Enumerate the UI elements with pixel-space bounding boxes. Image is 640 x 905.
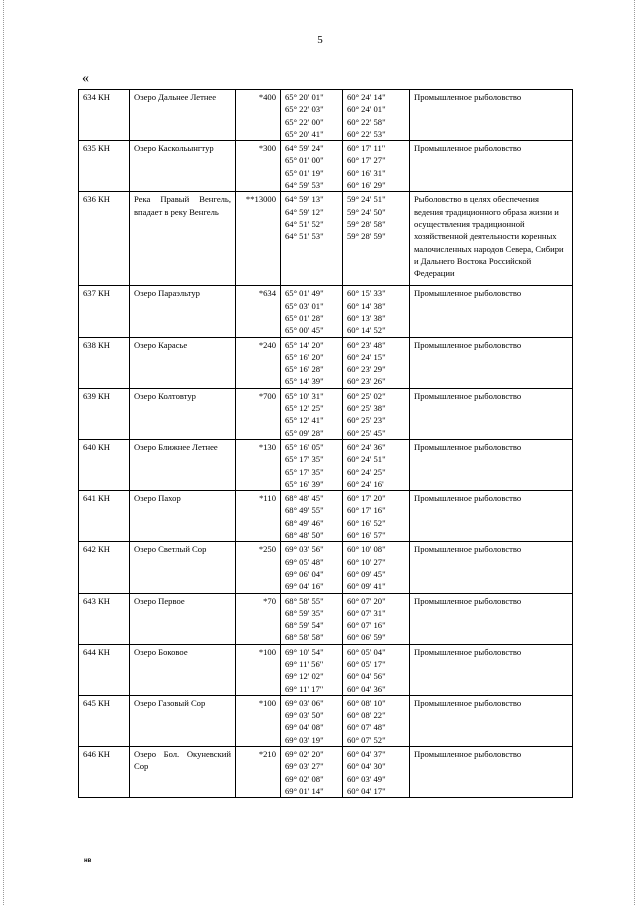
longitude-list-cell: 60° 08' 10" 60° 08' 22" 60° 07' 48" 60° 07' 52"	[343, 695, 410, 746]
site-name-cell: Озеро Пахор	[130, 491, 236, 542]
table-row	[79, 439, 573, 490]
latitude-list-cell: 64° 59' 13" 64° 59' 12" 64° 51' 52" 64° 51' 53"	[281, 192, 343, 286]
longitude-list-cell: 60° 05' 04" 60° 05' 17" 60° 04' 56" 60° 04' 36"	[343, 644, 410, 695]
fishing-type-cell: Промышленное рыболовство	[410, 141, 573, 192]
site-area-cell: *210	[236, 747, 281, 798]
quote-mark: «	[82, 71, 89, 86]
site-number-cell: 641 КН	[79, 491, 130, 542]
fishing-type-cell: Промышленное рыболовство	[410, 90, 573, 141]
table-row	[79, 90, 573, 141]
site-area-cell: *400	[236, 90, 281, 141]
fishing-type-cell: Промышленное рыболовство	[410, 542, 573, 593]
table-row	[79, 695, 573, 746]
site-area-cell: *100	[236, 644, 281, 695]
table-row	[79, 192, 573, 286]
site-number-cell: 636 КН	[79, 192, 130, 286]
site-name-cell: Озеро Параэльтур	[130, 286, 236, 337]
site-name-cell: Озеро Ближнее Летнее	[130, 439, 236, 490]
site-area-cell: *634	[236, 286, 281, 337]
latitude-list-cell: 68° 58' 55" 68° 59' 35" 68° 59' 54" 68° 58' 58"	[281, 593, 343, 644]
site-area-cell: **13000	[236, 192, 281, 286]
table-row	[79, 491, 573, 542]
site-area-cell: *250	[236, 542, 281, 593]
fishing-type-cell: Промышленное рыболовство	[410, 491, 573, 542]
site-name-cell: Озеро Первое	[130, 593, 236, 644]
fishing-sites-table	[78, 89, 573, 798]
fishing-type-cell: Промышленное рыболовство	[410, 644, 573, 695]
site-number-cell: 638 КН	[79, 337, 130, 388]
site-number-cell: 635 КН	[79, 141, 130, 192]
fishing-type-cell: Промышленное рыболовство	[410, 593, 573, 644]
page-edge-right	[634, 0, 635, 905]
site-number-cell: 646 КН	[79, 747, 130, 798]
latitude-list-cell: 65° 01' 49" 65° 03' 01" 65° 01' 28" 65° 00' 45"	[281, 286, 343, 337]
site-number-cell: 643 КН	[79, 593, 130, 644]
longitude-list-cell: 60° 25' 02" 60° 25' 38" 60° 25' 23" 60° 25' 45"	[343, 388, 410, 439]
site-number-cell: 644 КН	[79, 644, 130, 695]
table-row	[79, 593, 573, 644]
page-edge-left	[3, 0, 4, 905]
latitude-list-cell: 69° 02' 20" 69° 03' 27" 69° 02' 08" 69° 01' 14"	[281, 747, 343, 798]
site-area-cell: *130	[236, 439, 281, 490]
site-name-cell: Озеро Бол. Окуневский Сор	[130, 747, 236, 798]
site-name-cell: Озеро Карасье	[130, 337, 236, 388]
table-row	[79, 337, 573, 388]
site-name-cell: Озеро Колтовтур	[130, 388, 236, 439]
site-name-cell: Озеро Каскольынгтур	[130, 141, 236, 192]
fishing-type-cell: Промышленное рыболовство	[410, 388, 573, 439]
site-area-cell: *70	[236, 593, 281, 644]
longitude-list-cell: 60° 07' 20" 60° 07' 31" 60° 07' 16" 60° 06' 59"	[343, 593, 410, 644]
table-row	[79, 141, 573, 192]
table-row	[79, 286, 573, 337]
site-area-cell: *100	[236, 695, 281, 746]
site-number-cell: 640 КН	[79, 439, 130, 490]
site-number-cell: 637 КН	[79, 286, 130, 337]
site-area-cell: *300	[236, 141, 281, 192]
site-number-cell: 639 КН	[79, 388, 130, 439]
fishing-type-cell: Промышленное рыболовство	[410, 747, 573, 798]
site-number-cell: 645 КН	[79, 695, 130, 746]
fishing-type-cell: Промышленное рыболовство	[410, 337, 573, 388]
longitude-list-cell: 60° 04' 37" 60° 04' 30" 60° 03' 49" 60° 04' 17"	[343, 747, 410, 798]
site-area-cell: *240	[236, 337, 281, 388]
site-name-cell: Озеро Светлый Сор	[130, 542, 236, 593]
table-row	[79, 388, 573, 439]
site-area-cell: *700	[236, 388, 281, 439]
longitude-list-cell: 60° 17' 20" 60° 17' 16" 60° 16' 52" 60° 16' 57"	[343, 491, 410, 542]
site-name-cell: Озеро Дальнее Летнее	[130, 90, 236, 141]
latitude-list-cell: 69° 03' 06" 69° 03' 50" 69° 04' 08" 69° 03' 19"	[281, 695, 343, 746]
fishing-type-cell: Промышленное рыболовство	[410, 695, 573, 746]
latitude-list-cell: 69° 10' 54" 69° 11' 56" 69° 12' 02" 69° 11' 17"	[281, 644, 343, 695]
latitude-list-cell: 65° 14' 20" 65° 16' 20" 65° 16' 28" 65° 14' 39"	[281, 337, 343, 388]
site-number-cell: 634 КН	[79, 90, 130, 141]
longitude-list-cell: 60° 17' 11" 60° 17' 27" 60° 16' 31" 60° 16' 29"	[343, 141, 410, 192]
site-name-cell: Озеро Газовый Сор	[130, 695, 236, 746]
longitude-list-cell: 60° 15' 33" 60° 14' 38" 60° 13' 38" 60° 14' 52"	[343, 286, 410, 337]
fishing-type-cell: Промышленное рыболовство	[410, 286, 573, 337]
latitude-list-cell: 65° 20' 01" 65° 22' 03" 65° 22' 00" 65° 20' 41"	[281, 90, 343, 141]
site-number-cell: 642 КН	[79, 542, 130, 593]
site-name-cell: Озеро Боковое	[130, 644, 236, 695]
longitude-list-cell: 59° 24' 51" 59° 24' 50" 59° 28' 58" 59° 28' 59"	[343, 192, 410, 286]
longitude-list-cell: 60° 24' 14" 60° 24' 01" 60° 22' 58" 60° 22' 53"	[343, 90, 410, 141]
site-area-cell: *110	[236, 491, 281, 542]
site-name-cell: Река Правый Венгель, впадает в реку Венгель	[130, 192, 236, 286]
page-number: 5	[317, 34, 323, 46]
table-row	[79, 747, 573, 798]
table-row	[79, 644, 573, 695]
footer-mark: нв	[84, 858, 92, 864]
table-row	[79, 542, 573, 593]
fishing-type-cell: Рыболовство в целях обеспечения ведения традиционного образа жизни и осуществления традиционной хозяйственной деятельности коренных малочисленных народов Севера, Сибири и Дальнего Востока Российской Федерации	[410, 192, 573, 286]
fishing-type-cell: Промышленное рыболовство	[410, 439, 573, 490]
longitude-list-cell: 60° 24' 36" 60° 24' 51" 60° 24' 25" 60° 24' 16'	[343, 439, 410, 490]
latitude-list-cell: 68° 48' 45" 68° 49' 55" 68° 49' 46" 68° 48' 50"	[281, 491, 343, 542]
latitude-list-cell: 64° 59' 24" 65° 01' 00" 65° 01' 19" 64° 59' 53"	[281, 141, 343, 192]
longitude-list-cell: 60° 10' 08" 60° 10' 27" 60° 09' 45" 60° 09' 41"	[343, 542, 410, 593]
latitude-list-cell: 65° 16' 05" 65° 17' 35" 65° 17' 35" 65° 16' 39"	[281, 439, 343, 490]
latitude-list-cell: 69° 03' 56" 69° 05' 48" 69° 06' 04" 69° 04' 16"	[281, 542, 343, 593]
latitude-list-cell: 65° 10' 31" 65° 12' 25" 65° 12' 41" 65° 09' 28"	[281, 388, 343, 439]
table-body	[79, 90, 573, 798]
longitude-list-cell: 60° 23' 48" 60° 24' 15" 60° 23' 29" 60° 23' 26"	[343, 337, 410, 388]
